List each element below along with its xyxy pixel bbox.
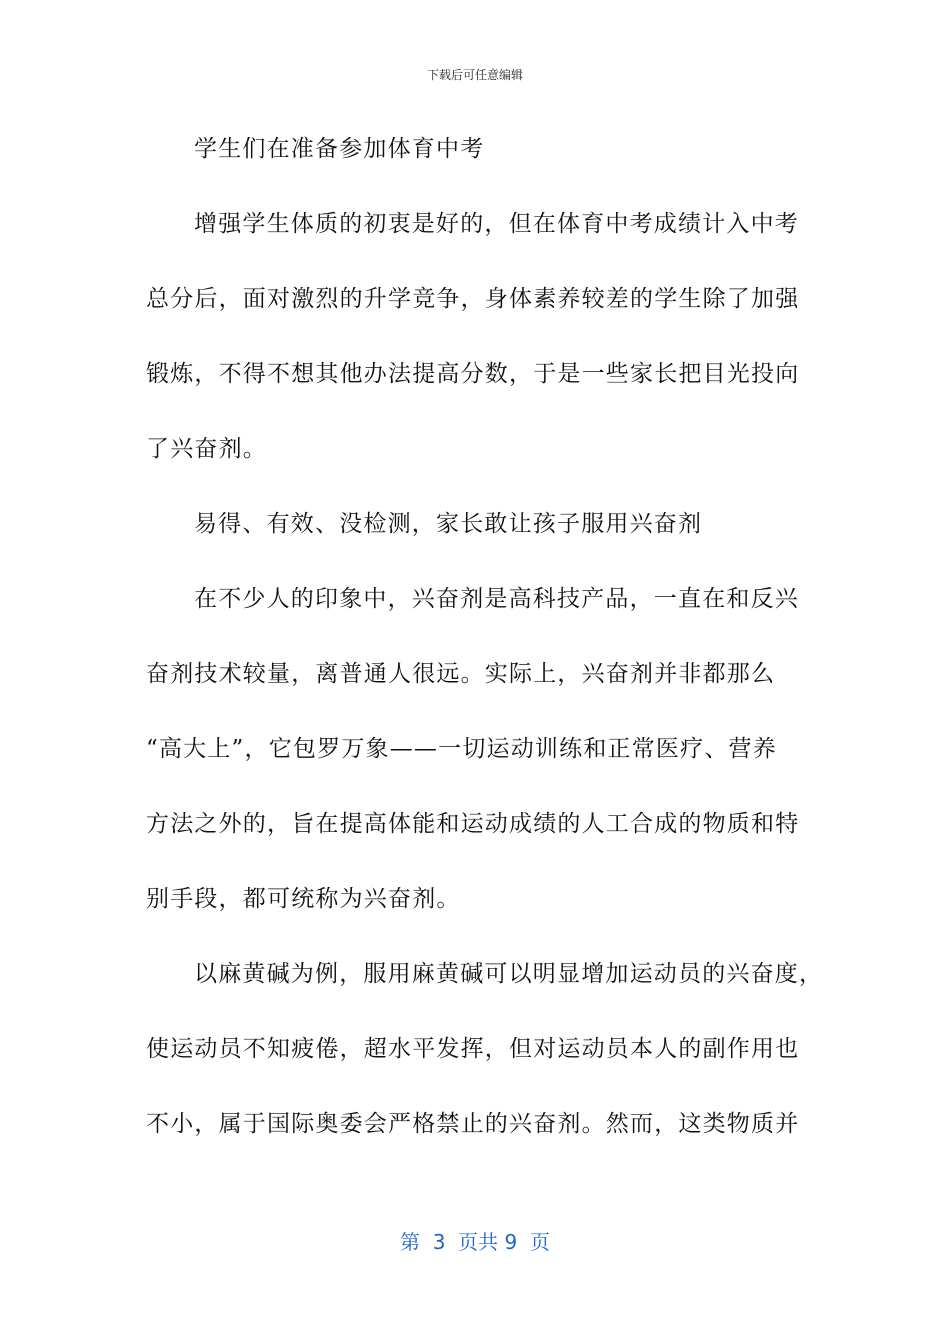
text-line: 锻炼，不得不想其他办法提高分数，于是一些家长把目光投向 — [146, 361, 800, 387]
text-line: 增强学生体质的初衷是好的，但在体育中考成绩计入中考 — [194, 211, 799, 237]
text-line: 方法之外的，旨在提高体能和运动成绩的人工合成的物质和特 — [146, 811, 800, 837]
text-line: “高大上”，它包罗万象——一切运动训练和正常医疗、营养 — [146, 736, 777, 762]
text-line: 别手段，都可统称为兴奋剂。 — [146, 886, 461, 912]
text-line: 奋剂技术较量，离普通人很远。实际上，兴奋剂并非都那么 — [146, 661, 776, 687]
text-line: 使运动员不知疲倦，超水平发挥，但对运动员本人的副作用也 — [146, 1036, 800, 1062]
text-line: 总分后，面对激烈的升学竞争，身体素养较差的学生除了加强 — [146, 286, 800, 312]
text-line: 易得、有效、没检测，家长敢让孩子服用兴奋剂 — [194, 511, 703, 537]
text-line: 了兴奋剂。 — [146, 436, 267, 462]
page-number: 第 3 页共 9 页 — [400, 1230, 550, 1254]
text-line: 在不少人的印象中，兴奋剂是高科技产品，一直在和反兴 — [194, 586, 799, 612]
text-line: 以麻黄碱为例，服用麻黄碱可以明显增加运动员的兴奋度， — [194, 961, 824, 987]
text-line: 不小，属于国际奥委会严格禁止的兴奋剂。然而，这类物质并 — [146, 1111, 800, 1137]
text-line: 学生们在准备参加体育中考 — [194, 136, 485, 162]
page-header: 下载后可任意编辑 — [426, 68, 523, 82]
